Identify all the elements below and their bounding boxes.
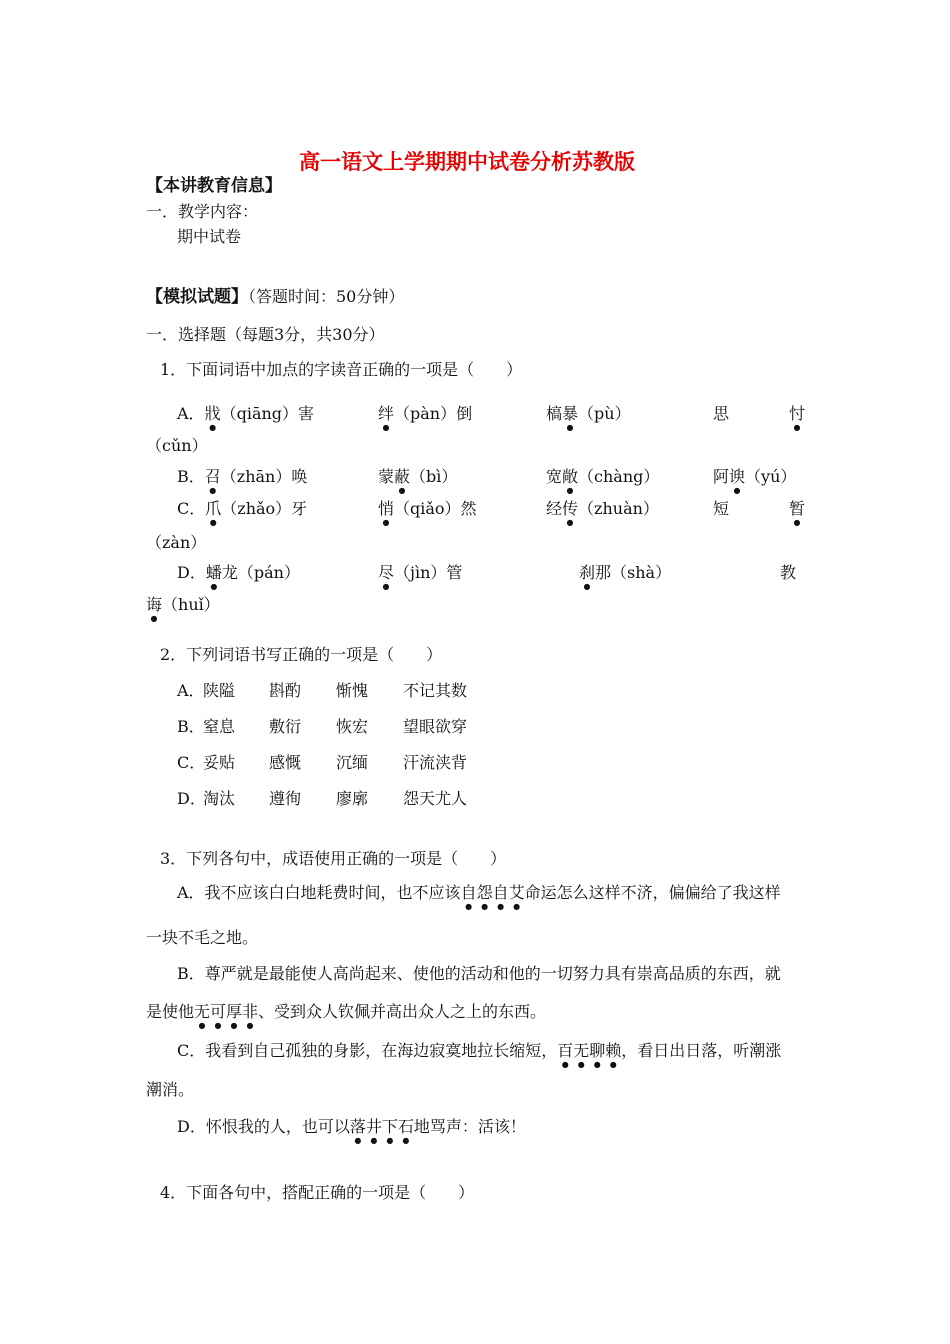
dotted-char: 尽 bbox=[378, 563, 395, 582]
dotted-char: 传 bbox=[562, 499, 579, 518]
option-letter: A． bbox=[177, 681, 205, 700]
word: 窒息 bbox=[203, 717, 236, 736]
plain-char: 槁 bbox=[546, 404, 563, 423]
q3-option-b: B．尊严就是最能使人高尚起来、使他的活动和他的一切努力具有崇高品质的东西，就 bbox=[177, 964, 781, 983]
info-heading: 【本讲教育信息】 bbox=[146, 176, 282, 196]
mock-heading-line bbox=[146, 287, 404, 307]
text: D．怀恨我的人，也可以 bbox=[177, 1117, 350, 1136]
word: 敷衍 bbox=[269, 717, 302, 736]
option-letter: D． bbox=[177, 789, 206, 808]
dotted-char: 谀 bbox=[729, 467, 746, 486]
q1-option-c-1 bbox=[177, 499, 307, 527]
content-value: 期中试卷 bbox=[177, 227, 242, 246]
q2-option-d bbox=[177, 789, 468, 809]
dotted-idiom: 百无聊赖 bbox=[557, 1041, 622, 1060]
reading: （yú） bbox=[745, 467, 797, 486]
reading: （chàng） bbox=[578, 467, 660, 486]
q3-option-a-cont: 一块不毛之地。 bbox=[146, 928, 259, 947]
text: 是使他 bbox=[146, 1002, 195, 1021]
q1-option-b-2 bbox=[378, 467, 457, 495]
option-letter: A． bbox=[177, 404, 205, 423]
q3-option-d bbox=[177, 1117, 526, 1145]
text: 地骂声：活该！ bbox=[413, 1117, 526, 1136]
q1-option-a-cont: （cǔn） bbox=[146, 436, 208, 455]
reading: （pàn）倒 bbox=[394, 404, 473, 423]
dotted-idiom: 无可厚非 bbox=[194, 1002, 259, 1021]
q1-option-d-1 bbox=[177, 563, 300, 591]
page-title: 高一语文上学期期中试卷分析苏教版 bbox=[299, 150, 635, 174]
word: 陕隘 bbox=[203, 681, 236, 700]
word: 望眼欲穿 bbox=[403, 717, 468, 736]
mock-heading: 【模拟试题】 bbox=[146, 287, 248, 307]
plain-char: 阿 bbox=[713, 467, 730, 486]
word: 怨天尤人 bbox=[403, 789, 468, 808]
q1-stem: 1．下面词语中加点的字读音正确的一项是（ ） bbox=[160, 360, 523, 379]
q2-option-b bbox=[177, 717, 468, 737]
reading: （zhuàn） bbox=[578, 499, 659, 518]
q3-option-c-cont: 潮消。 bbox=[146, 1080, 195, 1099]
reading: （qiāng）害 bbox=[220, 404, 315, 423]
q1-option-c-2 bbox=[378, 499, 477, 527]
q3-option-b-cont bbox=[146, 1002, 546, 1030]
dotted-idiom: 自怨自艾 bbox=[460, 883, 525, 902]
q1-option-a-2 bbox=[378, 404, 472, 432]
dotted-char: 诲 bbox=[146, 595, 163, 614]
q1-option-d-3 bbox=[579, 563, 671, 591]
q3-stem: 3．下列各句中，成语使用正确的一项是（ ） bbox=[160, 849, 507, 868]
q1-option-a-1 bbox=[177, 404, 314, 432]
q4-stem: 4．下面各句中，搭配正确的一项是（ ） bbox=[160, 1183, 475, 1202]
q2-option-a bbox=[177, 681, 468, 701]
q1-option-c-4b: 暂 bbox=[789, 499, 806, 518]
word: 汗流浃背 bbox=[403, 753, 468, 772]
word: 恢宏 bbox=[336, 717, 369, 736]
reading: （zhān）唤 bbox=[220, 467, 308, 486]
text: C．我看到自己孤独的身影，在海边寂寞地拉长缩短， bbox=[177, 1041, 558, 1060]
dotted-char: 蟠 bbox=[205, 563, 222, 582]
q2-option-c bbox=[177, 753, 468, 773]
q1-option-a-4a: 思 bbox=[713, 404, 730, 423]
q1-option-d-4: 教 bbox=[780, 563, 797, 582]
q3-option-c bbox=[177, 1041, 781, 1069]
dotted-idiom: 落井下石 bbox=[349, 1117, 414, 1136]
content-label: 一．教学内容： bbox=[146, 202, 259, 221]
plain-char: 宽 bbox=[546, 467, 563, 486]
dotted-char: 蔽 bbox=[394, 467, 411, 486]
reading: 那（shà） bbox=[595, 563, 672, 582]
mock-time: （答题时间：50分钟） bbox=[248, 287, 405, 306]
dotted-char: 戕 bbox=[204, 404, 221, 423]
dotted-char: 暴 bbox=[562, 404, 579, 423]
option-letter: C． bbox=[177, 753, 206, 772]
q1-option-a-3 bbox=[546, 404, 631, 432]
q1-option-d-cont bbox=[146, 595, 220, 623]
reading: （jìn）管 bbox=[394, 563, 463, 582]
reading: （zhǎo）牙 bbox=[221, 499, 308, 518]
q1-option-d-2 bbox=[378, 563, 462, 591]
option-letter: B． bbox=[177, 717, 205, 736]
reading: （huǐ） bbox=[162, 595, 220, 614]
q2-stem: 2．下列词语书写正确的一项是（ ） bbox=[160, 645, 443, 664]
q3-option-a bbox=[177, 883, 781, 911]
dotted-char: 爪 bbox=[205, 499, 222, 518]
option-letter: C． bbox=[177, 499, 206, 518]
reading: （pù） bbox=[578, 404, 631, 423]
plain-char: 蒙 bbox=[378, 467, 395, 486]
q1-option-b-1 bbox=[177, 467, 307, 495]
q1-option-b-4 bbox=[713, 467, 796, 495]
word: 惭愧 bbox=[336, 681, 369, 700]
q1-option-c-3 bbox=[546, 499, 659, 527]
plain-char: 经 bbox=[546, 499, 563, 518]
reading: （qiǎo）然 bbox=[394, 499, 477, 518]
option-letter: D． bbox=[177, 563, 206, 582]
dotted-char: 绊 bbox=[378, 404, 395, 423]
dotted-char: 召 bbox=[204, 467, 221, 486]
word: 淘汰 bbox=[203, 789, 236, 808]
word: 沉缅 bbox=[336, 753, 369, 772]
word: 廖廓 bbox=[336, 789, 369, 808]
q1-option-a-4b: 忖 bbox=[789, 404, 806, 423]
word: 妥贴 bbox=[203, 753, 236, 772]
reading: 龙（pán） bbox=[221, 563, 300, 582]
word: 遵徇 bbox=[269, 789, 302, 808]
q1-option-c-cont: （zàn） bbox=[146, 533, 207, 552]
text: 命运怎么这样不济，偏偏给了我这样 bbox=[524, 883, 781, 902]
word: 感慨 bbox=[269, 753, 302, 772]
word: 斟酌 bbox=[269, 681, 302, 700]
option-letter: B． bbox=[177, 467, 205, 486]
q1-option-c-4a: 短 bbox=[713, 499, 730, 518]
q1-option-b-3 bbox=[546, 467, 659, 495]
dotted-char: 敞 bbox=[562, 467, 579, 486]
dotted-char: 刹 bbox=[579, 563, 596, 582]
dotted-char: 悄 bbox=[378, 499, 395, 518]
section-1-heading: 一．选择题（每题3分，共30分） bbox=[146, 325, 385, 344]
text: ，看日出日落，听潮涨 bbox=[621, 1041, 782, 1060]
text: 、受到众人钦佩并高出众人之上的东西。 bbox=[258, 1002, 547, 1021]
word: 不记其数 bbox=[403, 681, 468, 700]
reading: （bì） bbox=[410, 467, 458, 486]
text: A．我不应该白白地耗费时间，也不应该 bbox=[177, 883, 461, 902]
